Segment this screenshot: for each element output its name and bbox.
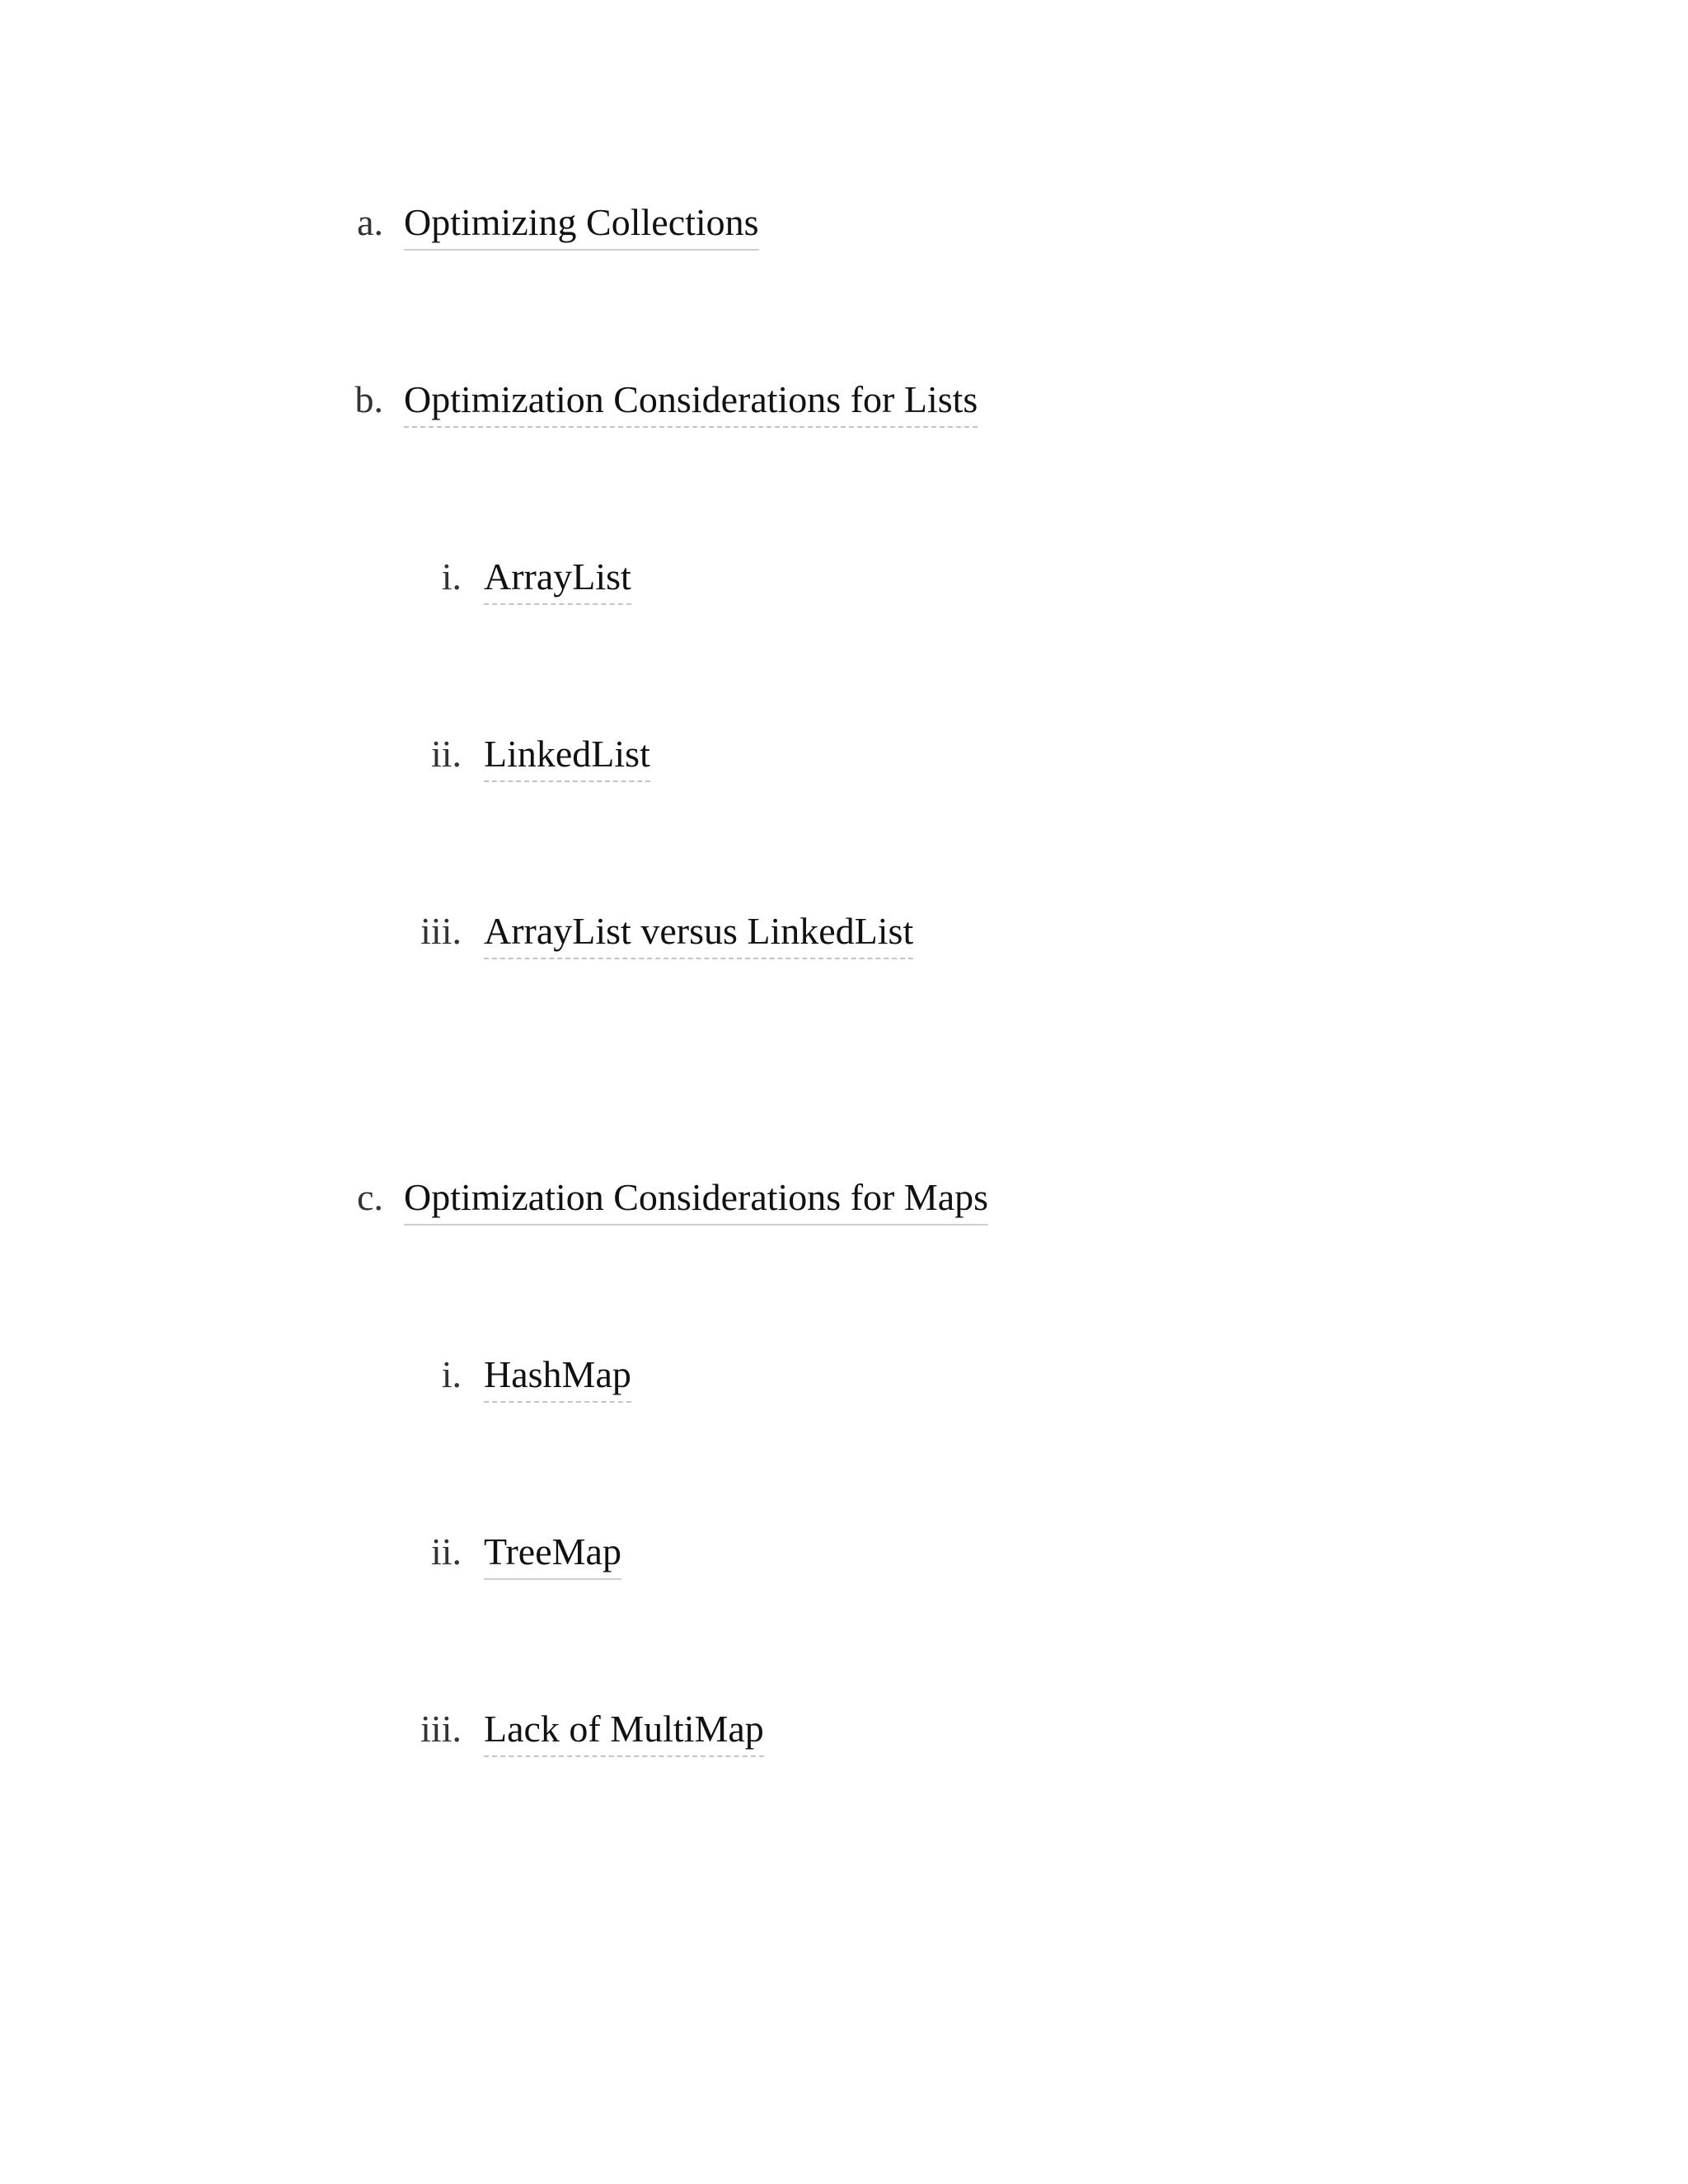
list-marker: a. xyxy=(357,201,383,243)
toc-link-lists[interactable]: Optimization Considerations for Lists xyxy=(404,373,978,428)
toc-entry-treemap xyxy=(0,1526,1688,1578)
toc-entry-arraylist-vs-linkedlist xyxy=(0,905,1688,958)
toc-link-maps[interactable]: Optimization Considerations for Maps xyxy=(404,1171,988,1226)
toc-entry-lists xyxy=(0,373,1688,426)
list-marker: i. xyxy=(441,555,462,598)
toc-entry-arraylist xyxy=(0,551,1688,603)
toc-entry-linkedlist xyxy=(0,728,1688,780)
toc-entry-hashmap xyxy=(0,1348,1688,1401)
toc-link-lack-of-multimap[interactable]: Lack of MultiMap xyxy=(484,1703,764,1757)
list-marker: ii. xyxy=(430,1530,462,1572)
list-marker: c. xyxy=(357,1176,383,1218)
list-marker: ii. xyxy=(430,733,462,775)
toc-link-optimizing-collections[interactable]: Optimizing Collections xyxy=(404,196,759,251)
list-marker: iii. xyxy=(420,910,462,952)
toc-link-hashmap[interactable]: HashMap xyxy=(484,1348,631,1403)
toc-link-arraylist-vs-linkedlist[interactable]: ArrayList versus LinkedList xyxy=(484,905,913,959)
list-marker: b. xyxy=(354,378,383,420)
list-marker: iii. xyxy=(420,1708,462,1750)
list-marker: i. xyxy=(441,1353,462,1395)
toc-entry-lack-of-multimap xyxy=(0,1703,1688,1755)
toc-link-linkedlist[interactable]: LinkedList xyxy=(484,728,650,782)
toc-entry-maps xyxy=(0,1171,1688,1224)
toc-link-treemap[interactable]: TreeMap xyxy=(484,1526,621,1580)
toc-entry-optimizing-collections xyxy=(0,196,1688,249)
toc-link-arraylist[interactable]: ArrayList xyxy=(484,551,631,605)
